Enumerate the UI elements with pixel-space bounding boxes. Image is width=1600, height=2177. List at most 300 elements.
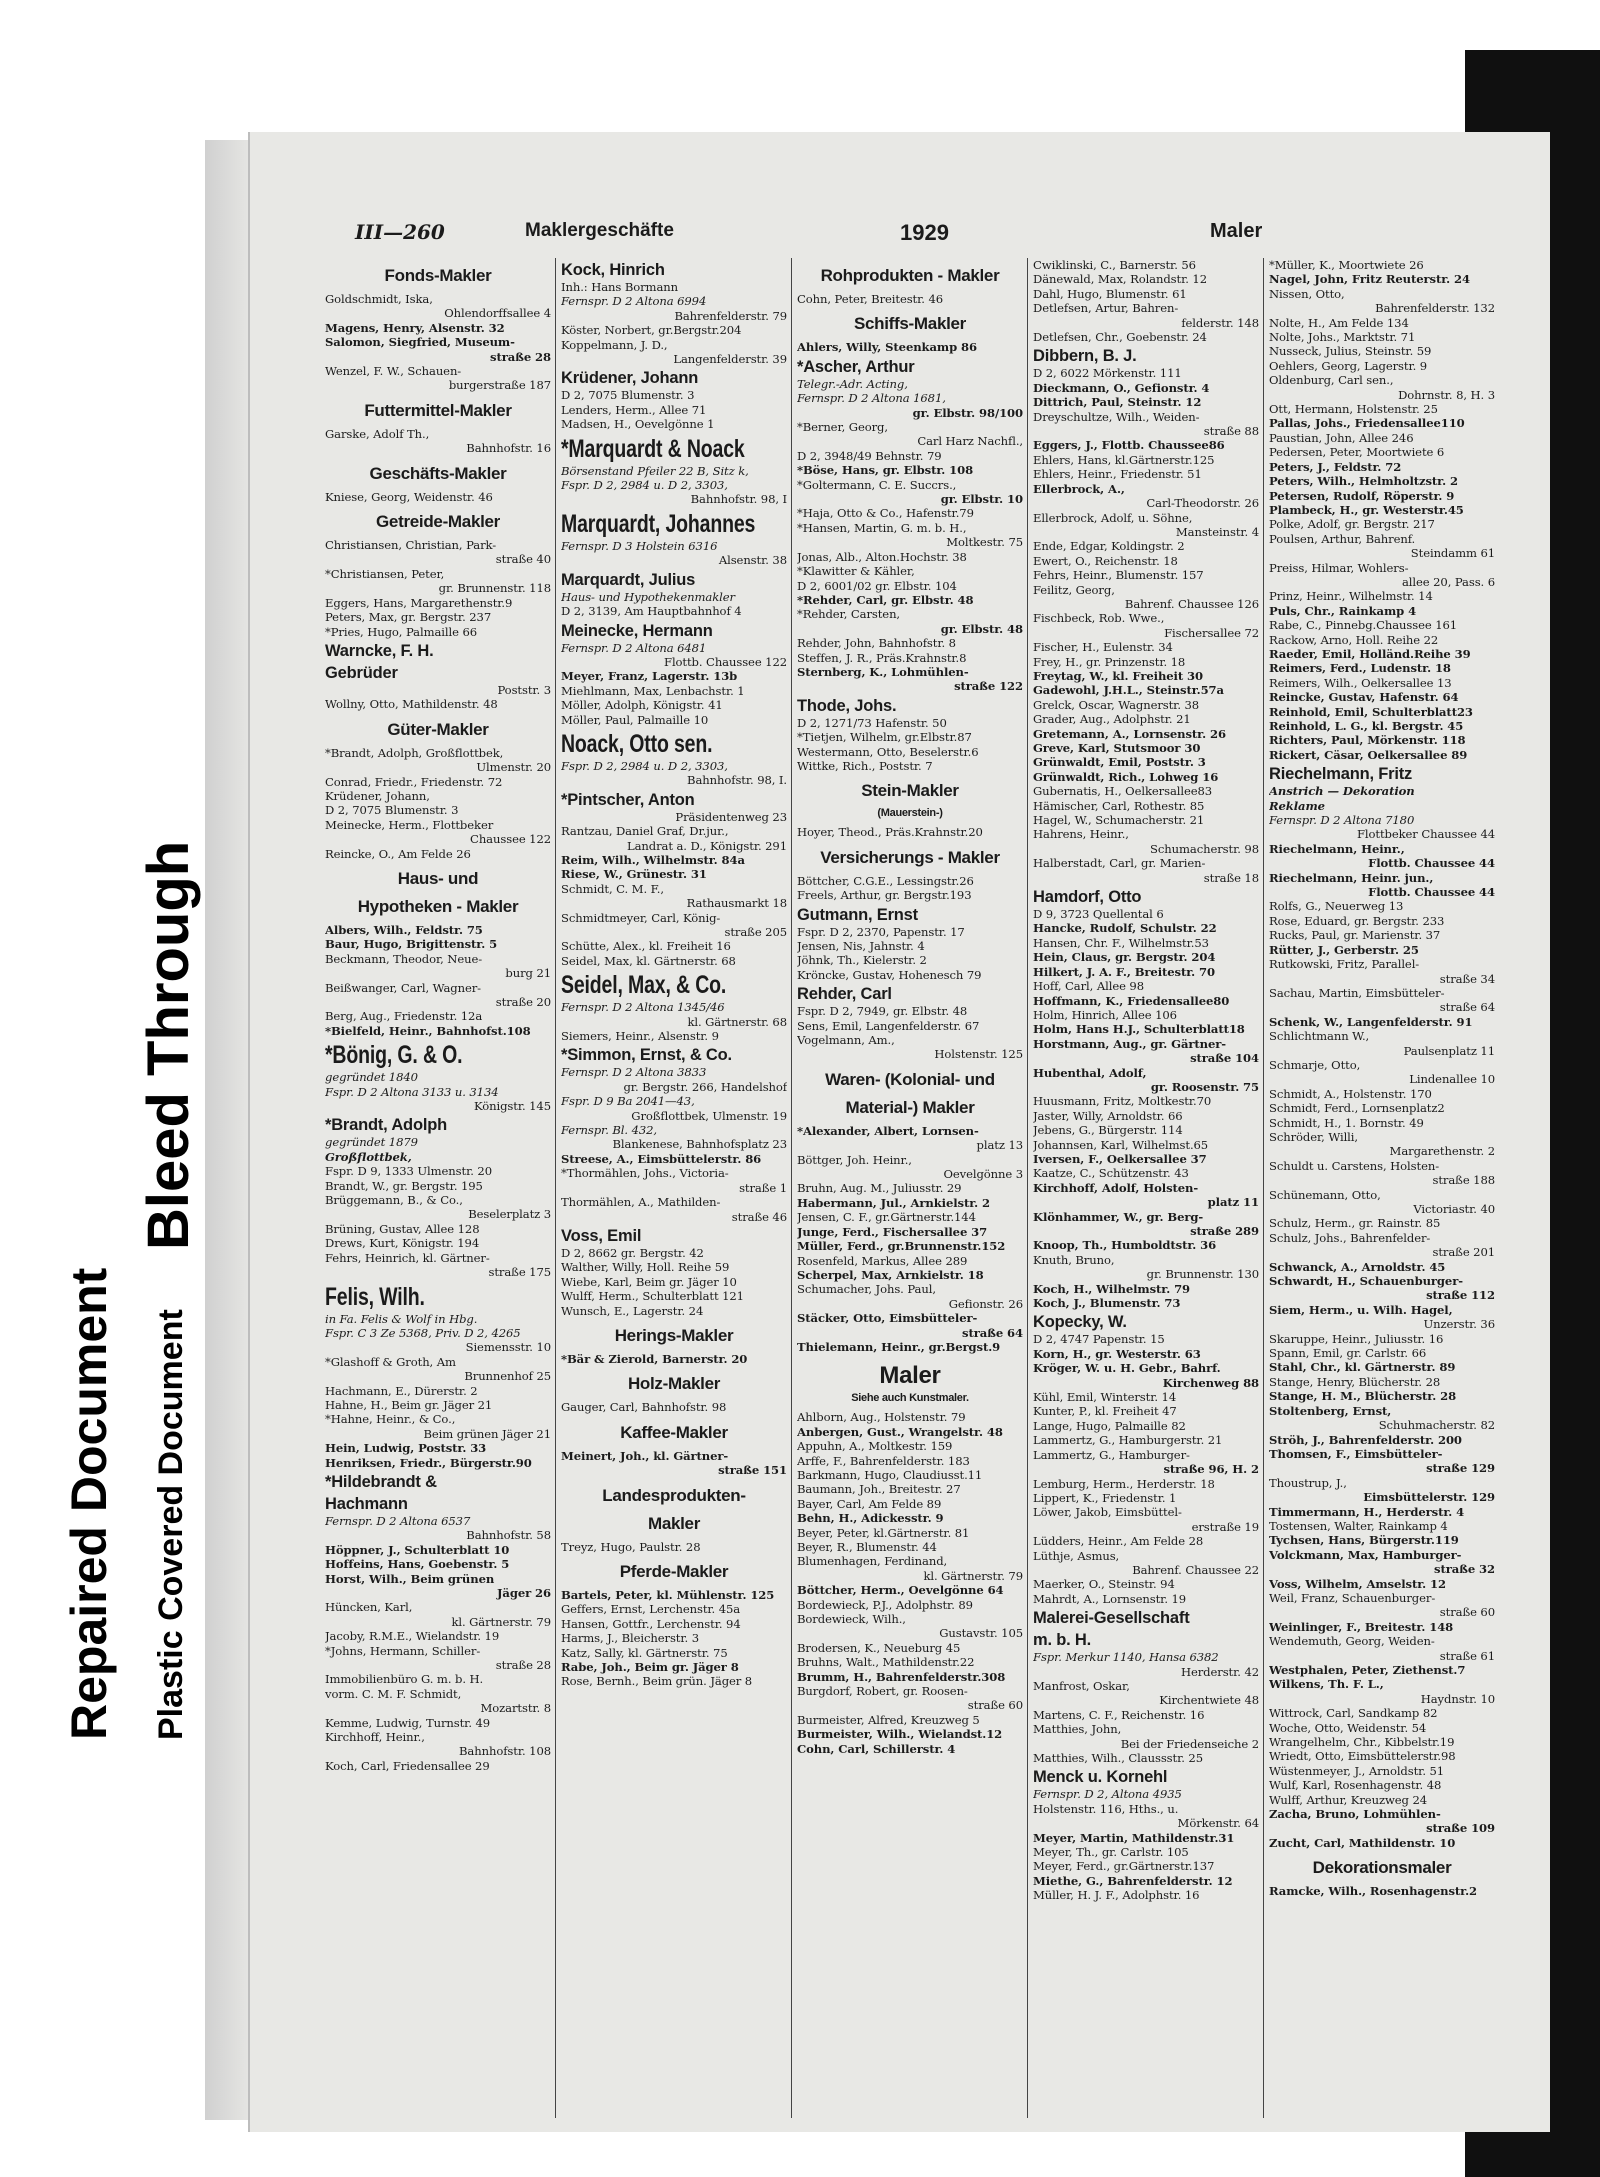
directory-entry: Schmidt, H., 1. Bornstr. 49 <box>1269 1115 1424 1130</box>
directory-entry: Tychsen, Hans, Bürgerstr.119 <box>1269 1533 1459 1548</box>
directory-entry: Reincke, O., Am Felde 26 <box>325 846 471 861</box>
directory-columns <box>325 258 1500 2128</box>
directory-entry: Fernspr. D 2 Altona 7180 <box>1269 813 1415 828</box>
directory-entry: Eggers, Hans, Margarethenstr.9 <box>325 595 513 610</box>
directory-entry: Bordewieck, Wilh., <box>797 1612 906 1627</box>
directory-entry: *Rehder, Carl, gr. Elbstr. 48 <box>797 592 974 607</box>
directory-entry: Carl-Theodorstr. 26 <box>1146 496 1259 511</box>
column-1 <box>325 258 551 2128</box>
directory-entry: Flottb. Chaussee 44 <box>1368 856 1495 871</box>
featured-entry: Menck u. Kornehl <box>1033 1768 1168 1787</box>
directory-entry: Scherpel, Max, Arnkielstr. 18 <box>797 1267 984 1282</box>
directory-entry: Blumenhagen, Ferdinand, <box>797 1554 948 1569</box>
directory-entry: *Thormählen, Johs., Victoria- <box>561 1166 729 1181</box>
directory-entry: Lange, Hugo, Palmaille 82 <box>1033 1418 1186 1433</box>
directory-entry: Nissen, Otto, <box>1269 286 1345 301</box>
directory-entry: Thomsen, F., Eimsbütteler- <box>1269 1446 1443 1461</box>
directory-entry: Wunsch, E., Lagerstr. 24 <box>561 1303 704 1318</box>
directory-entry: Freytag, W., kl. Freiheit 30 <box>1033 668 1203 683</box>
column-divider <box>555 258 556 2118</box>
directory-entry: Koch, J., Blumenstr. 73 <box>1033 1296 1181 1311</box>
directory-entry: Koch, H., Wilhelmstr. 79 <box>1033 1281 1191 1296</box>
directory-entry: Holm, Hinrich, Allee 106 <box>1033 1007 1177 1022</box>
directory-entry: *Glashoff & Groth, Am <box>325 1354 456 1369</box>
featured-entry: *Simmon, Ernst, & Co. <box>561 1046 732 1065</box>
directory-entry: D 2, 7075 Blumenstr. 3 <box>561 388 695 403</box>
directory-entry: Poststr. 3 <box>497 682 551 697</box>
directory-entry: Nusseck, Julius, Steinstr. 59 <box>1269 344 1432 359</box>
directory-entry: Präsidentenweg 23 <box>675 809 787 824</box>
featured-entry: Kock, Hinrich <box>561 261 665 279</box>
directory-entry: Grelck, Oscar, Wagnerstr. 38 <box>1033 697 1200 712</box>
directory-entry: Köster, Norbert, gr.Bergstr.204 <box>561 323 742 338</box>
directory-entry: Herderstr. 42 <box>1180 1664 1259 1679</box>
directory-entry: Immobilienbüro G. m. b. H. <box>325 1672 484 1687</box>
section-heading: Siehe auch Kunstmaler. <box>851 1392 969 1405</box>
directory-entry: *Hansen, Martin, G. m. b. H., <box>797 520 967 535</box>
directory-entry: Schwardt, H., Schauenburger- <box>1269 1274 1463 1289</box>
directory-entry: gr. Elbstr. 48 <box>940 621 1023 636</box>
directory-entry: Eggers, J., Flottb. Chaussee86 <box>1033 438 1225 453</box>
directory-entry: Polke, Adolf, gr. Bergstr. 217 <box>1269 517 1435 532</box>
directory-entry: Möller, Paul, Palmaille 10 <box>561 712 709 727</box>
featured-entry: Gutmann, Ernst <box>797 905 918 924</box>
scan-top-margin <box>0 0 1600 50</box>
directory-entry: Fspr. Merkur 1140, Hansa 6382 <box>1033 1650 1219 1665</box>
directory-entry: gr. Brunnenstr. 118 <box>438 581 551 596</box>
directory-entry: Sternberg, K., Lohmühlen- <box>797 664 969 679</box>
directory-entry: Dohrnstr. 8, H. 3 <box>1398 387 1495 402</box>
directory-entry: Sens, Emil, Langenfelderstr. 67 <box>797 1018 980 1033</box>
directory-entry: Fspr. D 2, 2984 u. D 2, 3303, <box>561 758 728 773</box>
directory-entry: Dittrich, Paul, Steinstr. 12 <box>1033 395 1202 410</box>
column-divider <box>791 258 792 2118</box>
column-5 <box>1269 258 1495 2128</box>
directory-entry: Schmidt, C. M. F., <box>561 881 664 896</box>
directory-entry: Rabe, Joh., Beim gr. Jäger 8 <box>561 1660 739 1674</box>
directory-entry: Böttger, Joh. Heinr., <box>797 1152 912 1167</box>
featured-entry: *Hildebrandt & <box>325 1472 437 1491</box>
directory-entry: gr. Brunnenstr. 130 <box>1146 1267 1259 1282</box>
directory-entry: Rütter, J., Gerberstr. 25 <box>1269 942 1419 957</box>
directory-entry: Garske, Adolf Th., <box>325 426 430 441</box>
directory-entry: Johannsen, Karl, Wilhelmst.65 <box>1033 1137 1209 1152</box>
directory-entry: Fspr. D 9, 1333 Ulmenstr. 20 <box>325 1164 492 1179</box>
featured-entry: Krüdener, Johann <box>561 369 699 388</box>
directory-entry: Holm, Hans H.J., Schulterblatt18 <box>1033 1022 1245 1037</box>
directory-entry: Böttcher, C.G.E., Lessingstr.26 <box>797 873 974 888</box>
section-heading: Rohprodukten - Makler <box>820 266 1000 285</box>
directory-entry: *Hahne, Heinr., & Co., <box>325 1412 456 1427</box>
directory-entry: Lüdders, Heinr., Am Felde 28 <box>1033 1534 1204 1549</box>
directory-entry: *Böse, Hans, gr. Elbstr. 108 <box>797 463 974 478</box>
directory-entry: Plambeck, H., gr. Westerstr.45 <box>1269 502 1464 517</box>
column-4 <box>1033 258 1259 2128</box>
directory-entry: Wrangelhelm, Chr., Kibbelstr.19 <box>1269 1735 1455 1750</box>
directory-entry: Lindenallee 10 <box>1409 1072 1495 1087</box>
directory-entry: straße 205 <box>724 925 787 939</box>
directory-entry: straße 28 <box>490 349 551 364</box>
directory-entry: Wüstenmeyer, J., Arnoldstr. 51 <box>1269 1763 1445 1778</box>
directory-entry: straße 28 <box>495 1658 551 1673</box>
directory-entry: Brumm, H., Bahrenfelderstr.308 <box>797 1669 1006 1684</box>
directory-entry: Carl Harz Nachfl., <box>917 434 1023 449</box>
directory-entry: Schröder, Willi, <box>1269 1129 1358 1144</box>
directory-entry: Frey, H., gr. Prinzenstr. 18 <box>1033 654 1186 669</box>
directory-entry: Böttcher, Herm., Oevelgönne 64 <box>797 1583 1004 1598</box>
directory-entry: Langenfelderstr. 39 <box>673 352 787 367</box>
directory-entry: Ahlers, Willy, Steenkamp 86 <box>797 340 977 355</box>
directory-entry: straße 20 <box>495 995 551 1009</box>
directory-entry: Bahrenfelderstr. 132 <box>1375 301 1495 316</box>
directory-entry: Walther, Willy, Holl. Reihe 59 <box>561 1260 730 1275</box>
directory-entry: Richters, Paul, Mörkenstr. 118 <box>1269 733 1466 748</box>
directory-entry: Rose, Eduard, gr. Bergstr. 233 <box>1269 913 1445 928</box>
directory-entry: Jensen, C. F., gr.Gärtnerstr.144 <box>797 1210 976 1225</box>
directory-entry: Hein, Ludwig, Poststr. 33 <box>325 1441 487 1456</box>
directory-entry: Kirchentwiete 48 <box>1159 1693 1259 1708</box>
directory-entry: Oehlers, Georg, Lagerstr. 9 <box>1269 358 1428 373</box>
directory-entry: Hancke, Rudolf, Schulstr. 22 <box>1033 921 1217 936</box>
directory-entry: Anbergen, Gust., Wrangelstr. 48 <box>797 1424 1003 1439</box>
directory-entry: Lippert, K., Friedenstr. 1 <box>1033 1490 1177 1505</box>
directory-entry: Grader, Aug., Adolphstr. 21 <box>1033 712 1191 727</box>
directory-entry: Ströh, J., Bahrenfelderstr. 200 <box>1269 1432 1462 1447</box>
directory-entry: gr. Bergstr. 266, Handelshof <box>623 1079 787 1094</box>
featured-entry: Warncke, F. H. <box>325 641 434 660</box>
directory-entry: Brüggemann, B., & Co., <box>325 1193 463 1208</box>
column-divider <box>1027 258 1028 2118</box>
directory-entry: Jonas, Alb., Alton.Hochstr. 38 <box>797 549 967 564</box>
directory-entry: Fernspr. Bl. 432, <box>561 1123 658 1138</box>
directory-entry: Maerker, O., Steinstr. 94 <box>1033 1577 1175 1592</box>
directory-entry: Klönhammer, W., gr. Berg- <box>1033 1209 1204 1224</box>
section-title: Maklergeschäfte <box>525 220 674 241</box>
directory-entry: Hoffeins, Hans, Goebenstr. 5 <box>325 1557 510 1572</box>
directory-entry: Steindamm 61 <box>1410 546 1495 561</box>
directory-entry: Stange, H. M., Blücherstr. 28 <box>1269 1389 1457 1404</box>
featured-entry: Hachmann <box>325 1494 408 1513</box>
directory-entry: Bahnhofstr. 108 <box>459 1744 551 1759</box>
directory-entry: Hoffmann, K., Friedensallee80 <box>1033 993 1230 1008</box>
directory-entry: Telegr.-Adr. Acting, <box>797 376 908 391</box>
directory-entry: Jaster, Willy, Arnoldstr. 66 <box>1033 1108 1183 1123</box>
directory-entry: Bahrenf. Chaussee 126 <box>1124 596 1259 611</box>
directory-entry: kl. Gärtnerstr. 68 <box>687 1014 787 1029</box>
directory-entry: Behn, H., Adickesstr. 9 <box>797 1511 944 1526</box>
section-heading: (Mauerstein-) <box>877 807 943 820</box>
directory-entry: Wriedt, Otto, Eimsbüttelerstr.98 <box>1269 1749 1456 1764</box>
directory-entry: Rickert, Cäsar, Oelkersallee 89 <box>1269 747 1468 762</box>
directory-entry: *Müller, K., Moortwiete 26 <box>1269 258 1424 272</box>
directory-entry: Weinlinger, F., Breitestr. 148 <box>1269 1619 1454 1634</box>
directory-entry: Anstrich — Dekoration <box>1269 784 1415 799</box>
directory-entry: vorm. C. M. F. Schmidt, <box>325 1686 462 1701</box>
directory-entry: Landrat a. D., Königstr. 291 <box>626 838 787 853</box>
directory-entry: Treyz, Hugo, Paulstr. 28 <box>561 1539 701 1554</box>
section-heading: Dekorationsmaler <box>1312 1858 1452 1878</box>
directory-entry: Jensen, Nis, Jahnstr. 4 <box>797 939 925 953</box>
directory-entry: Habermann, Jul., Arnkielstr. 2 <box>797 1195 991 1210</box>
directory-entry: *Alexander, Albert, Lornsen- <box>797 1123 979 1138</box>
directory-entry: Pedersen, Peter, Moortwiete 6 <box>1269 445 1445 460</box>
directory-entry: Knoop, Th., Humboldtstr. 36 <box>1033 1238 1217 1253</box>
directory-entry: Stäcker, Otto, Eimsbütteler- <box>797 1311 978 1326</box>
directory-entry: allee 20, Pass. 6 <box>1402 574 1495 589</box>
directory-entry: Fspr. D 9 Ba 2041—43, <box>561 1094 695 1109</box>
directory-entry: Volckmann, Max, Hamburger- <box>1269 1547 1462 1562</box>
directory-entry: Thoustrup, J., <box>1269 1475 1347 1490</box>
directory-entry: erstraße 19 <box>1191 1519 1259 1534</box>
directory-entry: Meinecke, Herm., Flottbeker <box>325 817 494 832</box>
directory-entry: Rantzau, Daniel Graf, Dr.jur., <box>561 824 729 839</box>
directory-entry: Mörkenstr. 64 <box>1177 1816 1259 1831</box>
directory-entry: Reinhold, L. G., kl. Bergstr. 45 <box>1269 719 1464 733</box>
directory-entry: gr. Elbstr. 98/100 <box>912 405 1023 420</box>
plastic-covered-label: Plastic Covered Document <box>152 1309 190 1740</box>
directory-entry: Schmidt, Ferd., Lornsenplatz2 <box>1269 1101 1445 1116</box>
directory-entry: Henriksen, Friedr., Bürgerstr.90 <box>325 1455 532 1470</box>
directory-entry: Thielemann, Heinr., gr.Bergst.9 <box>797 1339 1001 1354</box>
directory-entry: Schmidt, A., Holstenstr. 170 <box>1269 1086 1432 1101</box>
section-heading: Pferde-Makler <box>619 1561 729 1581</box>
directory-entry: Seidel, Max, kl. Gärtnerstr. 68 <box>561 953 736 968</box>
directory-entry: Kirchhoff, Heinr., <box>325 1730 425 1745</box>
directory-entry: Burmeister, Alfred, Kreuzweg 5 <box>797 1712 980 1727</box>
directory-entry: straße 34 <box>1439 971 1495 986</box>
directory-entry: Brodersen, K., Neueburg 45 <box>797 1640 961 1655</box>
directory-entry: Goldschmidt, Iska, <box>325 292 433 306</box>
directory-entry: D 2, 6001/02 gr. Elbstr. 104 <box>797 578 957 593</box>
directory-entry: Reimers, Wilh., Oelkersallee 13 <box>1269 675 1452 690</box>
directory-entry: Woche, Otto, Weidenstr. 54 <box>1269 1720 1427 1735</box>
directory-entry: gr. Roosenstr. 75 <box>1150 1079 1259 1094</box>
directory-entry: Höppner, J., Schulterblatt 10 <box>325 1542 510 1557</box>
directory-entry: Moltkestr. 75 <box>946 535 1023 550</box>
directory-entry: Bei der Friedenseiche 2 <box>1120 1736 1259 1751</box>
directory-entry: Mozartstr. 8 <box>480 1701 551 1716</box>
directory-entry: Haydnstr. 10 <box>1420 1691 1495 1706</box>
directory-entry: straße 96, H. 2 <box>1163 1462 1259 1477</box>
section-heading: Geschäfts-Makler <box>369 463 507 483</box>
directory-entry: Nolte, Johs., Marktstr. 71 <box>1269 330 1416 345</box>
directory-entry: Meinert, Joh., kl. Gärtner- <box>561 1448 729 1463</box>
directory-entry: D 9, 3723 Quellental 6 <box>1033 907 1164 922</box>
directory-entry: D 2, 3948/49 Behnstr. 79 <box>797 448 942 463</box>
directory-entry: Inh.: Hans Bormann <box>561 280 678 294</box>
directory-entry: Margarethenstr. 2 <box>1389 1144 1495 1159</box>
directory-entry: Burgdorf, Robert, gr. Roosen- <box>797 1684 968 1699</box>
directory-entry: Bordewieck, P.J., Adolphstr. 89 <box>797 1597 973 1612</box>
directory-entry: Fspr. D 2, 7949, gr. Elbstr. 48 <box>797 1004 968 1019</box>
directory-entry: Möller, Adolph, Königstr. 41 <box>561 698 723 713</box>
directory-entry: Huusmann, Fritz, Moltkestr.70 <box>1033 1094 1212 1109</box>
directory-entry: Fspr. C 3 Ze 5368, Priv. D 2, 4265 <box>325 1325 521 1340</box>
directory-entry: Schulz, Johs., Bahrenfelder- <box>1269 1230 1431 1245</box>
directory-entry: D 2, 8662 gr. Bergstr. 42 <box>561 1245 704 1260</box>
directory-entry: straße 109 <box>1426 1821 1495 1836</box>
directory-entry: Beckmann, Theodor, Neue- <box>325 951 483 966</box>
directory-entry: Peters, Wilh., Helmholtzstr. 2 <box>1269 474 1458 489</box>
featured-entry: Meinecke, Hermann <box>561 621 713 640</box>
directory-entry: gr. Elbstr. 10 <box>940 492 1023 507</box>
directory-entry: Rathausmarkt 18 <box>686 896 787 911</box>
directory-entry: Madsen, H., Oevelgönne 1 <box>561 417 715 432</box>
directory-entry: Kröncke, Gustav, Hohenesch 79 <box>797 967 982 982</box>
directory-entry: Steffen, J. R., Präs.Krahnstr.8 <box>797 650 967 665</box>
repaired-document-label: Repaired Document <box>61 1267 117 1740</box>
directory-entry: Reim, Wilh., Wilhelmstr. 84a <box>561 852 745 867</box>
directory-entry: Grünwaldt, Emil, Poststr. 3 <box>1033 755 1206 770</box>
directory-entry: Vogelmann, Am., <box>797 1033 895 1048</box>
directory-entry: straße 32 <box>1434 1562 1495 1577</box>
directory-entry: Paulsenplatz 11 <box>1403 1043 1495 1058</box>
directory-entry: Schlichtmann W., <box>1269 1029 1370 1044</box>
featured-entry: Malerei-Gesellschaft <box>1033 1609 1190 1628</box>
directory-entry: Hilkert, J. A. F., Breitestr. 70 <box>1033 964 1215 979</box>
directory-entry: gegründet 1879 <box>325 1135 418 1150</box>
directory-entry: straße 61 <box>1439 1648 1495 1663</box>
directory-entry: Beyer, Peter, kl.Gärtnerstr. 81 <box>797 1525 970 1540</box>
directory-entry: Weil, Franz, Schauenburger- <box>1269 1590 1436 1605</box>
directory-entry: Ehlers, Hans, kl.Gärtnerstr.125 <box>1033 452 1215 467</box>
directory-entry: Beselerplatz 3 <box>468 1207 551 1222</box>
directory-entry: straße 175 <box>488 1265 551 1280</box>
directory-entry: Riese, W., Grünestr. 31 <box>561 867 707 882</box>
directory-entry: Lüthje, Asmus, <box>1033 1548 1120 1563</box>
page-number: III—260 <box>355 220 445 244</box>
directory-entry: Geffers, Ernst, Lerchenstr. 45a <box>561 1602 741 1617</box>
directory-entry: Wenzel, F. W., Schauen- <box>325 364 462 379</box>
directory-entry: Jebens, G., Bürgerstr. 114 <box>1033 1123 1183 1138</box>
directory-entry: Rabe, C., Pinnebg.Chaussee 161 <box>1269 618 1458 633</box>
directory-entry: Drews, Kurt, Königstr. 194 <box>325 1236 480 1251</box>
directory-entry: Schmidtmeyer, Carl, König- <box>561 910 721 925</box>
directory-entry: Sachau, Martin, Eimsbütteler- <box>1269 985 1445 1000</box>
directory-entry: Raeder, Emil, Holländ.Reihe 39 <box>1269 646 1471 661</box>
section-heading: Hypotheken - Makler <box>357 896 519 916</box>
directory-entry: straße 112 <box>1426 1288 1495 1303</box>
directory-entry: Großflottbek, <box>325 1149 412 1164</box>
directory-entry: Rucks, Paul, gr. Marienstr. 37 <box>1269 928 1441 943</box>
directory-entry: Siem, Herm., u. Wilh. Hagel, <box>1269 1302 1453 1317</box>
directory-entry: Beim grünen Jäger 21 <box>423 1426 551 1441</box>
directory-entry: Horst, Wilh., Beim grünen <box>325 1571 495 1586</box>
directory-entry: Kirchhoff, Adolf, Holsten- <box>1033 1180 1199 1195</box>
directory-entry: Fehrs, Heinrich, kl. Gärtner- <box>325 1250 490 1265</box>
featured-entry: *Marquardt & Noack <box>561 434 745 463</box>
directory-entry: Westphalen, Peter, Ziethenst.7 <box>1269 1663 1466 1677</box>
directory-entry: Freels, Arthur, gr. Bergstr.193 <box>797 888 972 903</box>
directory-entry: Lenders, Herm., Allee 71 <box>561 402 707 417</box>
section-heading: Haus- und <box>397 868 479 888</box>
directory-entry: Brunnenhof 25 <box>464 1369 551 1384</box>
directory-entry: Fernspr. D 2 Altona 1681, <box>797 391 946 406</box>
directory-entry: Schünemann, Otto, <box>1269 1187 1381 1202</box>
directory-entry: Hachmann, E., Dürerstr. 2 <box>325 1383 478 1398</box>
year: 1929 <box>900 220 949 245</box>
directory-entry: Korn, H., gr. Westerstr. 63 <box>1033 1346 1201 1361</box>
directory-entry: platz 13 <box>976 1138 1023 1153</box>
directory-entry: Barkmann, Hugo, Claudiusst.11 <box>797 1467 983 1482</box>
featured-entry: Kopecky, W. <box>1033 1313 1127 1332</box>
directory-entry: Eimsbüttelerstr. 129 <box>1363 1490 1495 1505</box>
directory-entry: Schulz, Herm., gr. Rainstr. 85 <box>1269 1216 1441 1231</box>
directory-entry: Hagel, W., Schumacherstr. 21 <box>1033 813 1205 828</box>
directory-entry: Poulsen, Arthur, Bahrenf. <box>1269 531 1416 546</box>
directory-entry: Hoff, Carl, Allee 98 <box>1033 979 1144 994</box>
directory-entry: Harms, J., Bleicherstr. 3 <box>561 1631 699 1646</box>
directory-entry: D 2, 6022 Mörkenstr. 111 <box>1033 366 1182 381</box>
featured-entry: Rehder, Carl <box>797 985 892 1004</box>
directory-entry: Baumann, Joh., Breitestr. 27 <box>797 1482 961 1497</box>
directory-entry: Rutkowski, Fritz, Parallel- <box>1269 957 1420 972</box>
directory-entry: Meyer, Martin, Mathildenstr.31 <box>1033 1830 1235 1845</box>
directory-entry: straße 64 <box>962 1325 1023 1340</box>
directory-entry: straße 60 <box>967 1698 1023 1713</box>
directory-entry: *Rehder, Carsten, <box>797 607 901 622</box>
directory-entry: Fernspr. D 2 Altona 6537 <box>325 1513 471 1528</box>
directory-entry: Hoyer, Theod., Präs.Krahnstr.20 <box>797 825 983 840</box>
directory-entry: Ellerbrock, A., <box>1033 481 1125 496</box>
directory-entry: Jacoby, R.M.E., Wielandstr. 19 <box>325 1629 500 1644</box>
directory-entry: Dahl, Hugo, Blumenstr. 61 <box>1033 286 1187 301</box>
section-heading: Herings-Makler <box>614 1325 734 1345</box>
directory-entry: straße 88 <box>1203 424 1259 439</box>
directory-entry: Fspr. D 2, 2984 u. D 2, 3303, <box>561 478 728 493</box>
directory-entry: kl. Gärtnerstr. 79 <box>923 1568 1023 1583</box>
featured-entry: Seidel, Max, & Co. <box>561 971 727 1000</box>
page-header <box>355 220 1510 250</box>
featured-entry: Gebrüder <box>325 663 398 682</box>
directory-entry: Riechelmann, Heinr., <box>1269 841 1405 856</box>
section-heading: Güter-Makler <box>387 719 489 739</box>
section-heading: Makler <box>647 1513 701 1533</box>
directory-entry: straße 60 <box>1439 1605 1495 1620</box>
directory-entry: Flottb. Chaussee 122 <box>664 654 787 669</box>
directory-entry: Arffe, F., Bahrenfelderstr. 183 <box>797 1453 970 1468</box>
directory-entry: Jöhnk, Th., Kielerstr. 2 <box>797 953 927 968</box>
directory-entry: Victoriastr. 40 <box>1413 1202 1495 1216</box>
directory-entry: Bartels, Peter, kl. Mühlenstr. 125 <box>561 1587 775 1602</box>
directory-entry: Siemers, Heinr., Alsenstr. 9 <box>561 1029 719 1044</box>
directory-entry: Wittke, Rich., Poststr. 7 <box>797 758 933 773</box>
directory-entry: Krüdener, Johann, <box>325 788 430 803</box>
directory-entry: Bruhn, Aug. M., Juliusstr. 29 <box>797 1181 962 1196</box>
directory-entry: Börsenstand Pfeiler 22 B, Sitz k, <box>561 463 749 478</box>
bleed-through-label: Bleed Through <box>136 840 201 1250</box>
directory-entry: Gustavstr. 105 <box>939 1626 1023 1641</box>
directory-entry: Meyer, Ferd., gr.Gärtnerstr.137 <box>1033 1859 1215 1874</box>
directory-entry: Brandt, W., gr. Bergstr. 195 <box>325 1178 483 1193</box>
directory-entry: Rolfs, G., Neuerweg 13 <box>1269 899 1404 914</box>
featured-entry: Hamdorf, Otto <box>1033 888 1142 907</box>
directory-entry: Königstr. 145 <box>473 1099 551 1114</box>
directory-entry: platz 11 <box>1207 1195 1259 1210</box>
directory-entry: Reinhold, Emil, Schulterblatt23 <box>1269 704 1473 719</box>
directory-entry: Ellerbrock, Adolf, u. Söhne, <box>1033 510 1193 525</box>
featured-entry: *Bönig, G. & O. <box>325 1041 463 1070</box>
directory-entry: Flottbeker Chaussee 44 <box>1356 827 1495 842</box>
directory-entry: Knuth, Bruno, <box>1033 1252 1115 1267</box>
directory-entry: Stahl, Chr., kl. Gärtnerstr. 89 <box>1269 1360 1456 1375</box>
directory-entry: Baur, Hugo, Brigittenstr. 5 <box>325 937 498 952</box>
section-heading: Stein-Makler <box>861 781 959 801</box>
directory-entry: Beißwanger, Carl, Wagner- <box>325 980 481 995</box>
directory-entry: Gefionstr. 26 <box>948 1296 1023 1311</box>
directory-entry: Zacha, Bruno, Lohmühlen- <box>1269 1807 1441 1822</box>
directory-entry: Cwiklinski, C., Barnerstr. 56 <box>1033 258 1196 272</box>
